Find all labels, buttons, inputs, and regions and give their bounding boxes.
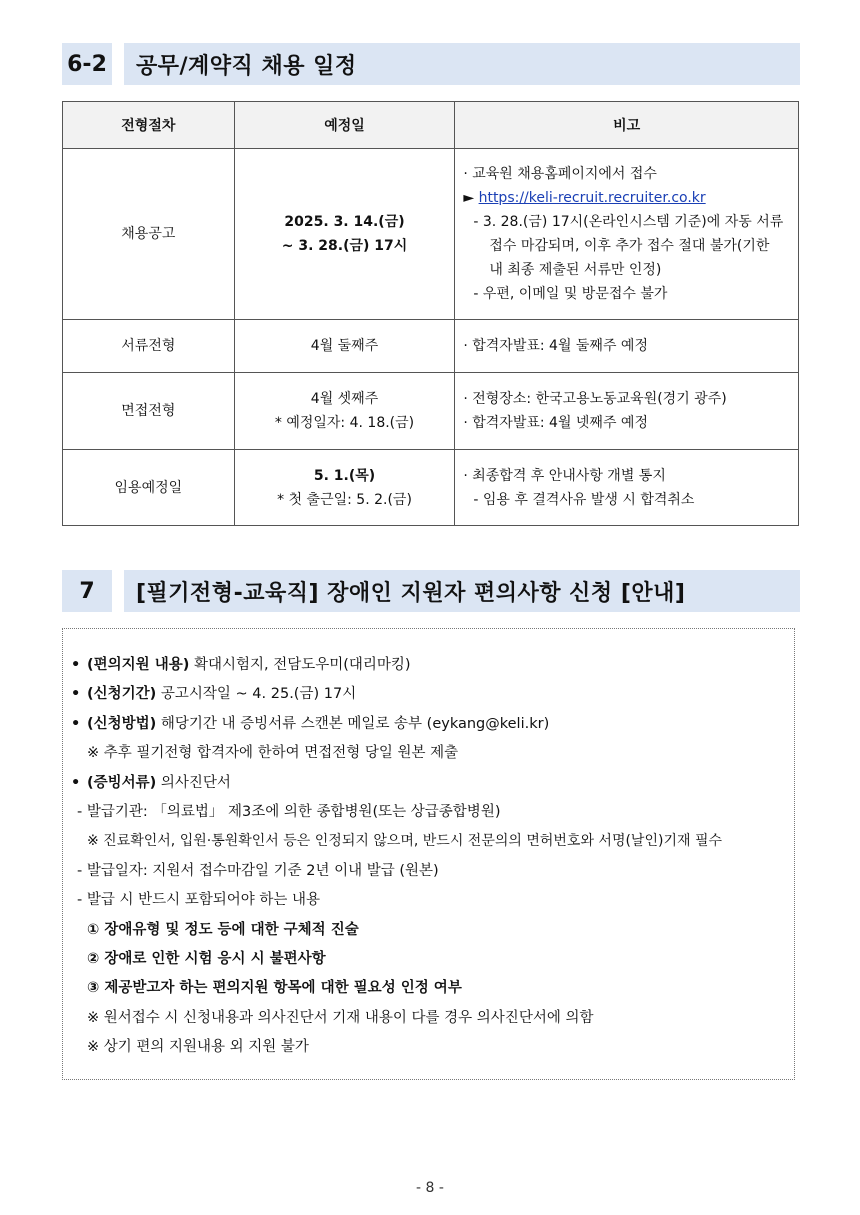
reference-note: ※ 상기 편의 지원내용 외 지원 불가 <box>87 1039 309 1056</box>
notice-box <box>62 628 795 1080</box>
step-cell: 면접전형 <box>63 373 235 450</box>
must-include-line: - 발급 시 반드시 포함되어야 하는 내용 <box>77 892 320 909</box>
date-line: 5. 1.(목) <box>313 467 376 484</box>
date-line: * 첫 출근일: 5. 2.(금) <box>277 491 412 508</box>
date-cell <box>234 373 455 450</box>
reference-note: ※ 추후 필기전형 합격자에 한하여 면접전형 당일 원본 제출 <box>87 745 459 762</box>
date-cell <box>234 450 455 526</box>
note-line: - 임용 후 결격사유 발생 시 합격취소 <box>473 491 695 508</box>
note-line: 접수 마감되며, 이후 추가 접수 절대 불가(기한 <box>489 238 770 254</box>
section-number: 7 <box>62 570 112 612</box>
step-cell: 임용예정일 <box>63 450 235 526</box>
reference-note: ※ 원서접수 시 신청내용과 의사진단서 기재 내용이 다를 경우 의사진단서에 의함 <box>87 1009 594 1026</box>
item-text: 의사진단서 <box>156 774 231 791</box>
note-line: · 최종합격 후 안내사항 개별 통지 <box>463 467 666 484</box>
bullet-icon: • <box>71 686 81 703</box>
notice-item-docs <box>71 769 784 798</box>
note-line: · 교육원 채용홈페이지에서 접수 <box>463 166 657 182</box>
note-line: - 3. 28.(금) 17시(온라인시스템 기준)에 자동 서류 <box>473 214 784 230</box>
note-line: 내 최종 제출된 서류만 인정) <box>489 262 662 278</box>
notice-item-method <box>71 710 784 739</box>
table-row <box>63 450 799 526</box>
item-text: 공고시작일 ~ 4. 25.(금) 17시 <box>156 686 357 703</box>
table-row <box>63 149 799 320</box>
reference-note: ※ 진료확인서, 입원·통원확인서 등은 인정되지 않으며, 반드시 전문의의 면허번호와 서명(날인)기재 필수 <box>87 833 722 850</box>
note-line: - 우편, 이메일 및 방문접수 불가 <box>473 286 668 302</box>
required-item: ③ 제공받고자 하는 편의지원 항목에 대한 필요성 인정 여부 <box>87 980 462 997</box>
schedule-table <box>62 101 799 526</box>
notice-item-support <box>71 651 784 680</box>
table-row <box>63 373 799 450</box>
table-header-row <box>63 102 799 149</box>
date-line: 4월 둘째주 <box>310 338 379 354</box>
column-header: 전형절차 <box>63 102 235 149</box>
note-cell <box>455 320 799 373</box>
recruit-link-line <box>463 186 792 210</box>
section-title: [필기전형-교육직] 장애인 지원자 편의사항 신청 [안내] <box>124 570 800 612</box>
item-label: (신청방법) <box>87 715 157 732</box>
date-line: 4월 셋째주 <box>310 391 379 407</box>
column-header: 예정일 <box>234 102 455 149</box>
note-line: · 전형장소: 한국고용노동교육원(경기 광주) <box>463 391 727 407</box>
item-text: 해당기간 내 증빙서류 스캔본 메일로 송부 (eykang@keli.kr) <box>156 715 550 732</box>
note-line: · 합격자발표: 4월 둘째주 예정 <box>463 338 648 354</box>
column-header: 비고 <box>455 102 799 149</box>
note-cell <box>455 373 799 450</box>
note-line: · 합격자발표: 4월 넷째주 예정 <box>463 415 648 431</box>
item-label: (증빙서류) <box>87 774 157 791</box>
section-number: 6-2 <box>62 43 112 85</box>
item-label: (신청기간) <box>87 686 157 703</box>
page-number: - 8 - <box>416 1180 444 1196</box>
item-label: (편의지원 내용) <box>87 657 190 673</box>
date-line: * 예정일자: 4. 18.(금) <box>274 415 415 431</box>
section-header-7 <box>62 570 800 612</box>
bullet-icon: • <box>71 715 81 732</box>
issuer-line: - 발급기관: 「의료법」 제3조에 의한 종합병원(또는 상급종합병원) <box>77 803 501 820</box>
bullet-icon: • <box>71 774 81 791</box>
required-item: ① 장애유형 및 정도 등에 대한 구체적 진술 <box>87 921 359 938</box>
required-item: ② 장애로 인한 시험 응시 시 불편사항 <box>87 950 326 967</box>
notice-item-period <box>71 680 784 709</box>
step-cell: 서류전형 <box>63 320 235 373</box>
note-cell <box>455 450 799 526</box>
date-cell <box>234 320 455 373</box>
table-row <box>63 320 799 373</box>
date-line: ~ 3. 28.(금) 17시 <box>281 238 408 254</box>
recruit-link[interactable]: https://keli-recruit.recruiter.co.kr <box>478 190 706 206</box>
date-cell <box>234 149 455 320</box>
section-header-6-2 <box>62 43 800 85</box>
step-cell: 채용공고 <box>63 149 235 320</box>
issue-date-line: - 발급일자: 지원서 접수마감일 기준 2년 이내 발급 (원본) <box>77 862 439 879</box>
arrow-icon: ► <box>463 190 475 206</box>
bullet-icon: • <box>71 657 81 673</box>
note-cell <box>455 149 799 320</box>
date-line: 2025. 3. 14.(금) <box>284 214 405 230</box>
item-text: 확대시험지, 전담도우미(대리마킹) <box>189 657 411 673</box>
section-title: 공무/계약직 채용 일정 <box>124 43 800 85</box>
